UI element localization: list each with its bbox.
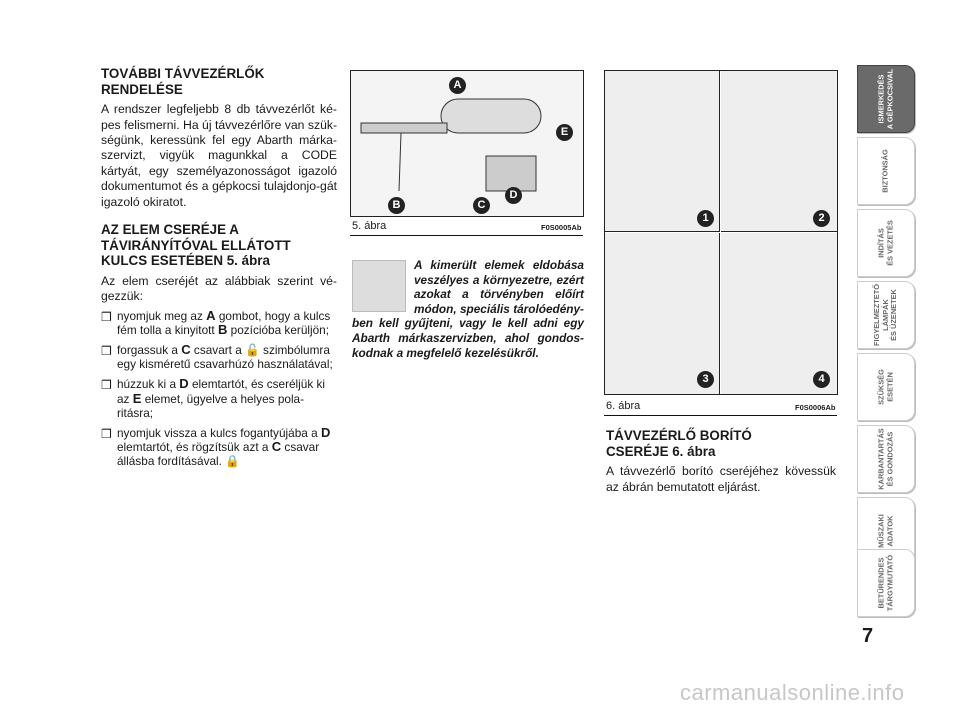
list-item: ❒ nyomjuk vissza a kulcs fogantyújába a D elemtartót, és rögzítsük azt a C csavar állásba fordításával. 🔒: [101, 425, 331, 469]
figure-6-cover-replacement: [604, 70, 838, 395]
list-item: ❒ húzzuk ki a D elemtartót, és cseréljük ki az E elemet, ügyelve a helyes pola-ritásra;: [101, 376, 326, 420]
step-1-badge: 1: [697, 210, 714, 227]
checkbox-bullet-icon: ❒: [101, 344, 112, 359]
label-b-badge: B: [388, 197, 405, 214]
list-item: ❒ nyomjuk meg az A gombot, hogy a kulcs fém tolla a kinyitott B pozícióba kerüljön;: [101, 307, 331, 337]
environment-warning: A kimerült elemek eldobása veszélyes a környezetre, ezért azokat a törvényben előírt módon, speciális tárolóedény-ben kell gyűjteni, vagy le kell adni egy Abarth márkaszervizben, ahol gondos-kodnak a megfelelő kezelésükről.: [352, 258, 584, 360]
label-e-badge: E: [556, 124, 573, 141]
step-3-image: [605, 233, 720, 394]
checkbox-bullet-icon: ❒: [101, 309, 112, 324]
step-4-image: [721, 233, 837, 394]
checkbox-bullet-icon: ❒: [101, 427, 112, 442]
step-2-image: [721, 71, 837, 232]
figure-5-key-illustration: [350, 70, 584, 217]
paragraph-battery-intro: Az elem cseréjét az alábbiak szerint vé-gezzük:: [101, 273, 337, 304]
figure-5-rule: [350, 235, 583, 236]
step-2-badge: 2: [813, 210, 830, 227]
paragraph-remote-order: A rendszer legfeljebb 8 db távvezérlőt ké-pes felismerni. Ha új távvezérlőre van szük-ségünk, keressünk fel egy Abarth márka-szervizt, vigyük magunkkal a CODE kártyát, egy személyazonosságot igazoló dokumentumot és a gépkocsi tulajdonjo-gát igazoló okiratot.: [101, 102, 337, 209]
figure-5-caption: 5. ábra: [352, 220, 387, 232]
list-item: ❒ forgassuk a C csavart a 🔓 szimbólumra egy kisméretű csavarhúzó használatával;: [101, 342, 333, 372]
heading-cover-change: TÁVVEZÉRLŐ BORÍTÓ CSERÉJE 6. ábra: [606, 428, 752, 459]
recycle-warning-icon: [352, 260, 406, 312]
key-battery-drawing: [351, 71, 583, 216]
tab-getting-to-know[interactable]: ISMERKEDÉS A GÉPKOCSIVAL: [857, 65, 915, 133]
tab-safety[interactable]: BIZTONSÁG: [857, 137, 915, 205]
tab-technical-data[interactable]: MŰSZAKI ADATOK: [857, 497, 915, 565]
page-number: 7: [862, 625, 874, 647]
step-3-badge: 3: [697, 371, 714, 388]
heading-battery-change: AZ ELEM CSERÉJE A TÁVIRÁNYÍTÓVAL ELLÁTOTT KULCS ESETÉBEN 5. ábra: [101, 222, 291, 269]
battery-steps-list: [101, 309, 337, 469]
step-4-badge: 4: [813, 371, 830, 388]
checkbox-bullet-icon: ❒: [101, 378, 112, 393]
label-d-badge: D: [505, 187, 522, 204]
figure-5-code: F0S0005Ab: [541, 223, 582, 232]
figure-6-code: F0S0006Ab: [795, 403, 836, 412]
unlock-icon: 🔓: [245, 343, 260, 358]
paragraph-cover-change: A távvezérlő borító cseréjéhez kövessük az ábrán bemutatott eljárást.: [606, 464, 836, 494]
tab-emergency[interactable]: SZÜKSÉG ESETÉN: [857, 353, 915, 421]
figure-6-rule: [604, 415, 837, 416]
tab-starting-driving[interactable]: INDÍTÁS ÉS VEZETÉS: [857, 209, 915, 277]
left-column: [101, 66, 337, 475]
watermark: carmanualsonline.info: [680, 680, 905, 705]
tab-index[interactable]: BETŰRENDES TÁRGYMUTATÓ: [857, 549, 915, 617]
label-a-badge: A: [449, 77, 466, 94]
figure-6-caption: 6. ábra: [606, 400, 641, 412]
tab-maintenance[interactable]: KARBANTARTÁS ÉS GONDOZÁS: [857, 425, 915, 493]
step-1-image: [605, 71, 720, 232]
label-c-badge: C: [473, 197, 490, 214]
tab-warning-lights[interactable]: FIGYELMEZTETŐ LÁMPÁK ÉS ÜZENETEK: [857, 281, 915, 349]
heading-remote-order: TOVÁBBI TÁVVEZÉRLŐK RENDELÉSE: [101, 66, 265, 97]
lock-icon: 🔒: [225, 454, 240, 469]
right-column: [606, 428, 836, 507]
